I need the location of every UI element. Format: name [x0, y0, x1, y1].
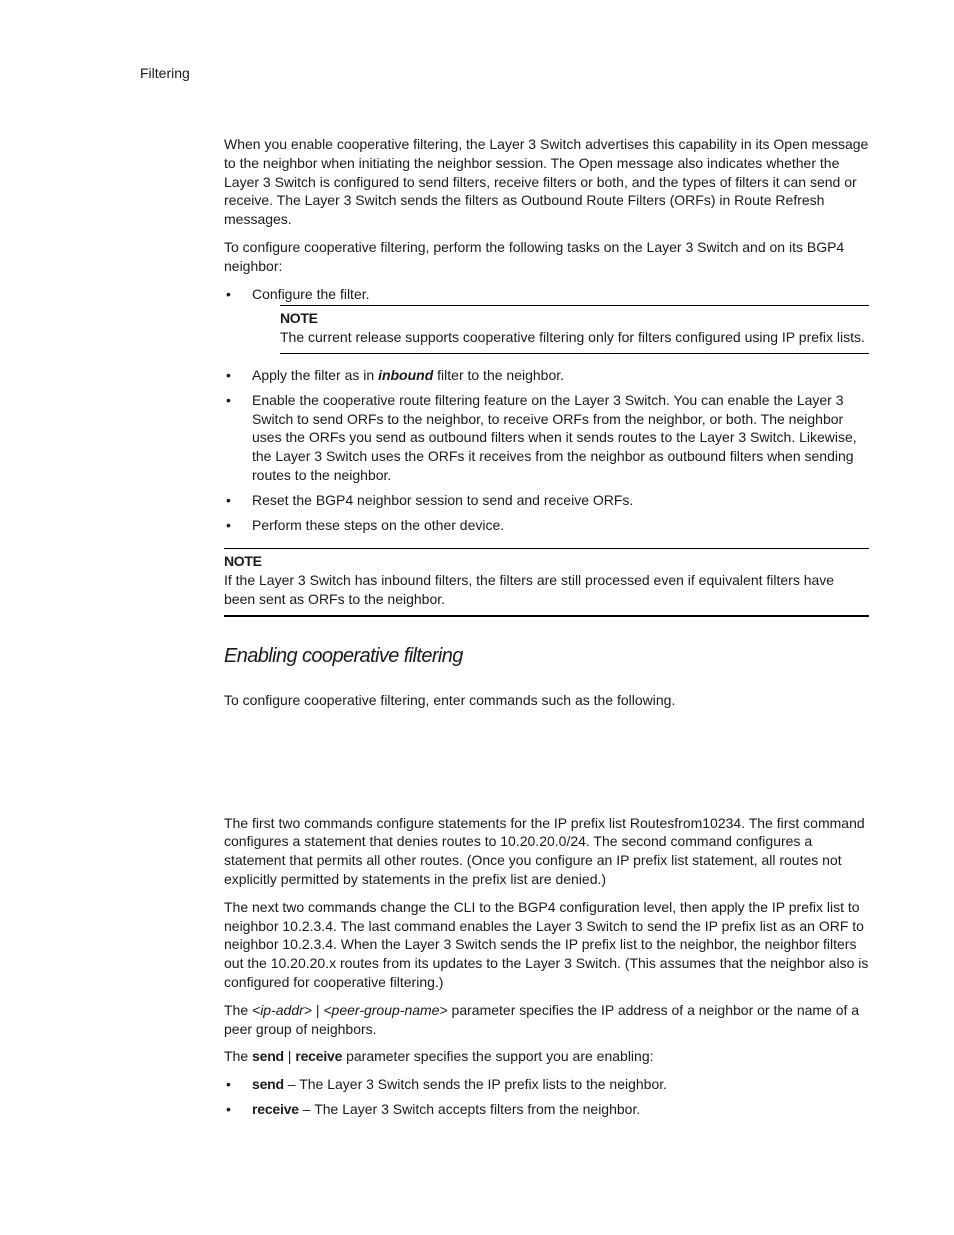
page-header-section: Filtering: [140, 65, 190, 81]
section-intro: To configure cooperative filtering, enter commands such as the following.: [224, 691, 676, 708]
option-send: [224, 1075, 869, 1094]
bullet-icon: •: [226, 285, 231, 302]
code-example-space: [224, 719, 869, 814]
option-text: – The Layer 3 Switch sends the IP prefix lists to the neighbor.: [283, 1076, 668, 1093]
bullet-icon: •: [226, 516, 231, 533]
keyword-receive: receive: [295, 1048, 343, 1065]
task-item-reset-session: [224, 491, 869, 510]
task-item-apply-filter: [224, 366, 869, 385]
note-box-inbound-filters: [224, 548, 869, 616]
option-receive: [224, 1100, 869, 1119]
bullet-icon: •: [226, 366, 231, 383]
option-text: – The Layer 3 Switch accepts filters from the neighbor.: [298, 1100, 641, 1117]
separator: |: [311, 1001, 324, 1018]
note-text: If the Layer 3 Switch has inbound filters, the filters are still processed even if equivalent filters have been sent as ORFs to the neighbor.: [224, 572, 835, 607]
param-ip-addr: <ip-addr>: [252, 1001, 312, 1018]
text: parameter specifies the support you are enabling:: [342, 1048, 654, 1065]
task-text: filter to the neighbor.: [433, 366, 565, 383]
paragraph-send-receive-parameter: [224, 1047, 869, 1066]
text: The: [224, 1048, 253, 1065]
task-keyword-inbound: inbound: [378, 366, 434, 383]
task-text: Perform these steps on the other device.: [252, 516, 505, 533]
separator: |: [283, 1048, 296, 1065]
note-title: NOTE: [280, 310, 318, 327]
task-list: [224, 285, 869, 535]
intro-paragraph-2: To configure cooperative filtering, perform the following tasks on the Layer 3 Switch and on its BGP4 neighbor:: [224, 238, 845, 274]
text: The: [224, 1001, 253, 1018]
task-item-configure-filter: [224, 285, 869, 354]
bullet-icon: •: [226, 391, 231, 408]
intro-paragraph-1: When you enable cooperative filtering, the Layer 3 Switch advertises this capability in its Open message to the neighbor when initiating the neighbor session. The Open message also indicates whether the Layer 3 Switch is configured to send filters, receive filters or both, and the types of filters it can send or receive. The Layer 3 Switch sends the filters as Outbound Route Filters (ORFs) in Route Refresh messages.: [224, 136, 869, 228]
option-list: [224, 1075, 869, 1119]
page-body: [224, 135, 869, 1125]
note-text: The current release supports cooperative filtering only for filters configured using IP prefix lists.: [280, 329, 865, 346]
paragraph-ip-addr-parameter: [224, 1001, 869, 1039]
keyword-receive: receive: [252, 1100, 299, 1117]
task-text: Reset the BGP4 neighbor session to send and receive ORFs.: [252, 491, 634, 508]
paragraph-first-two-commands: The first two commands configure statements for the IP prefix list Routesfrom10234. The first command configures a statement that denies routes to 10.20.20.0/24. The second command configures a statement that permits all other routes. (Once you configure an IP prefix list statement, all routes not explicitly permitted by statements in the prefix list are denied.): [224, 814, 865, 887]
task-text: Apply the filter as in: [252, 366, 379, 383]
text: parameter specifies the IP address of a neighbor or the name of a peer group of neighbors.: [224, 1001, 860, 1037]
bullet-icon: •: [226, 491, 231, 508]
note-title: NOTE: [224, 553, 262, 570]
paragraph-next-two-commands: The next two commands change the CLI to the BGP4 configuration level, then apply the IP prefix list to neighbor 10.2.3.4. The last command enables the Layer 3 Switch to send the IP prefix list as an ORF to neighbor 10.2.3.4. When the Layer 3 Switch sends the IP prefix list to the neighbor, the neighbor filters out the 10.20.20.x routes from its updates to the Layer 3 Switch. (This assumes that the neighbor also is configured for cooperative filtering.): [224, 898, 869, 990]
param-peer-group-name: <peer-group-name>: [323, 1001, 448, 1018]
section-heading: Enabling cooperative filtering: [224, 644, 463, 667]
task-text: Enable the cooperative route filtering feature on the Layer 3 Switch. You can enable the Layer 3 Switch to send ORFs to the neighbor, to receive ORFs from the neighbor, or both. The neighbor uses the ORFs you send as outbound filters when it sends routes to the Layer 3 Switch. Likewise, the Layer 3 Switch uses the ORFs it receives from the neighbor as outbound filters when sending routes to the neighbor.: [252, 391, 857, 483]
bullet-icon: •: [226, 1100, 231, 1117]
task-item-enable-feature: [224, 391, 869, 485]
keyword-send: send: [252, 1076, 284, 1093]
task-item-other-device: [224, 516, 869, 535]
note-box-prefix-lists: [280, 305, 869, 354]
keyword-send: send: [252, 1048, 284, 1065]
bullet-icon: •: [226, 1076, 231, 1093]
task-text: Configure the filter.: [252, 285, 370, 302]
